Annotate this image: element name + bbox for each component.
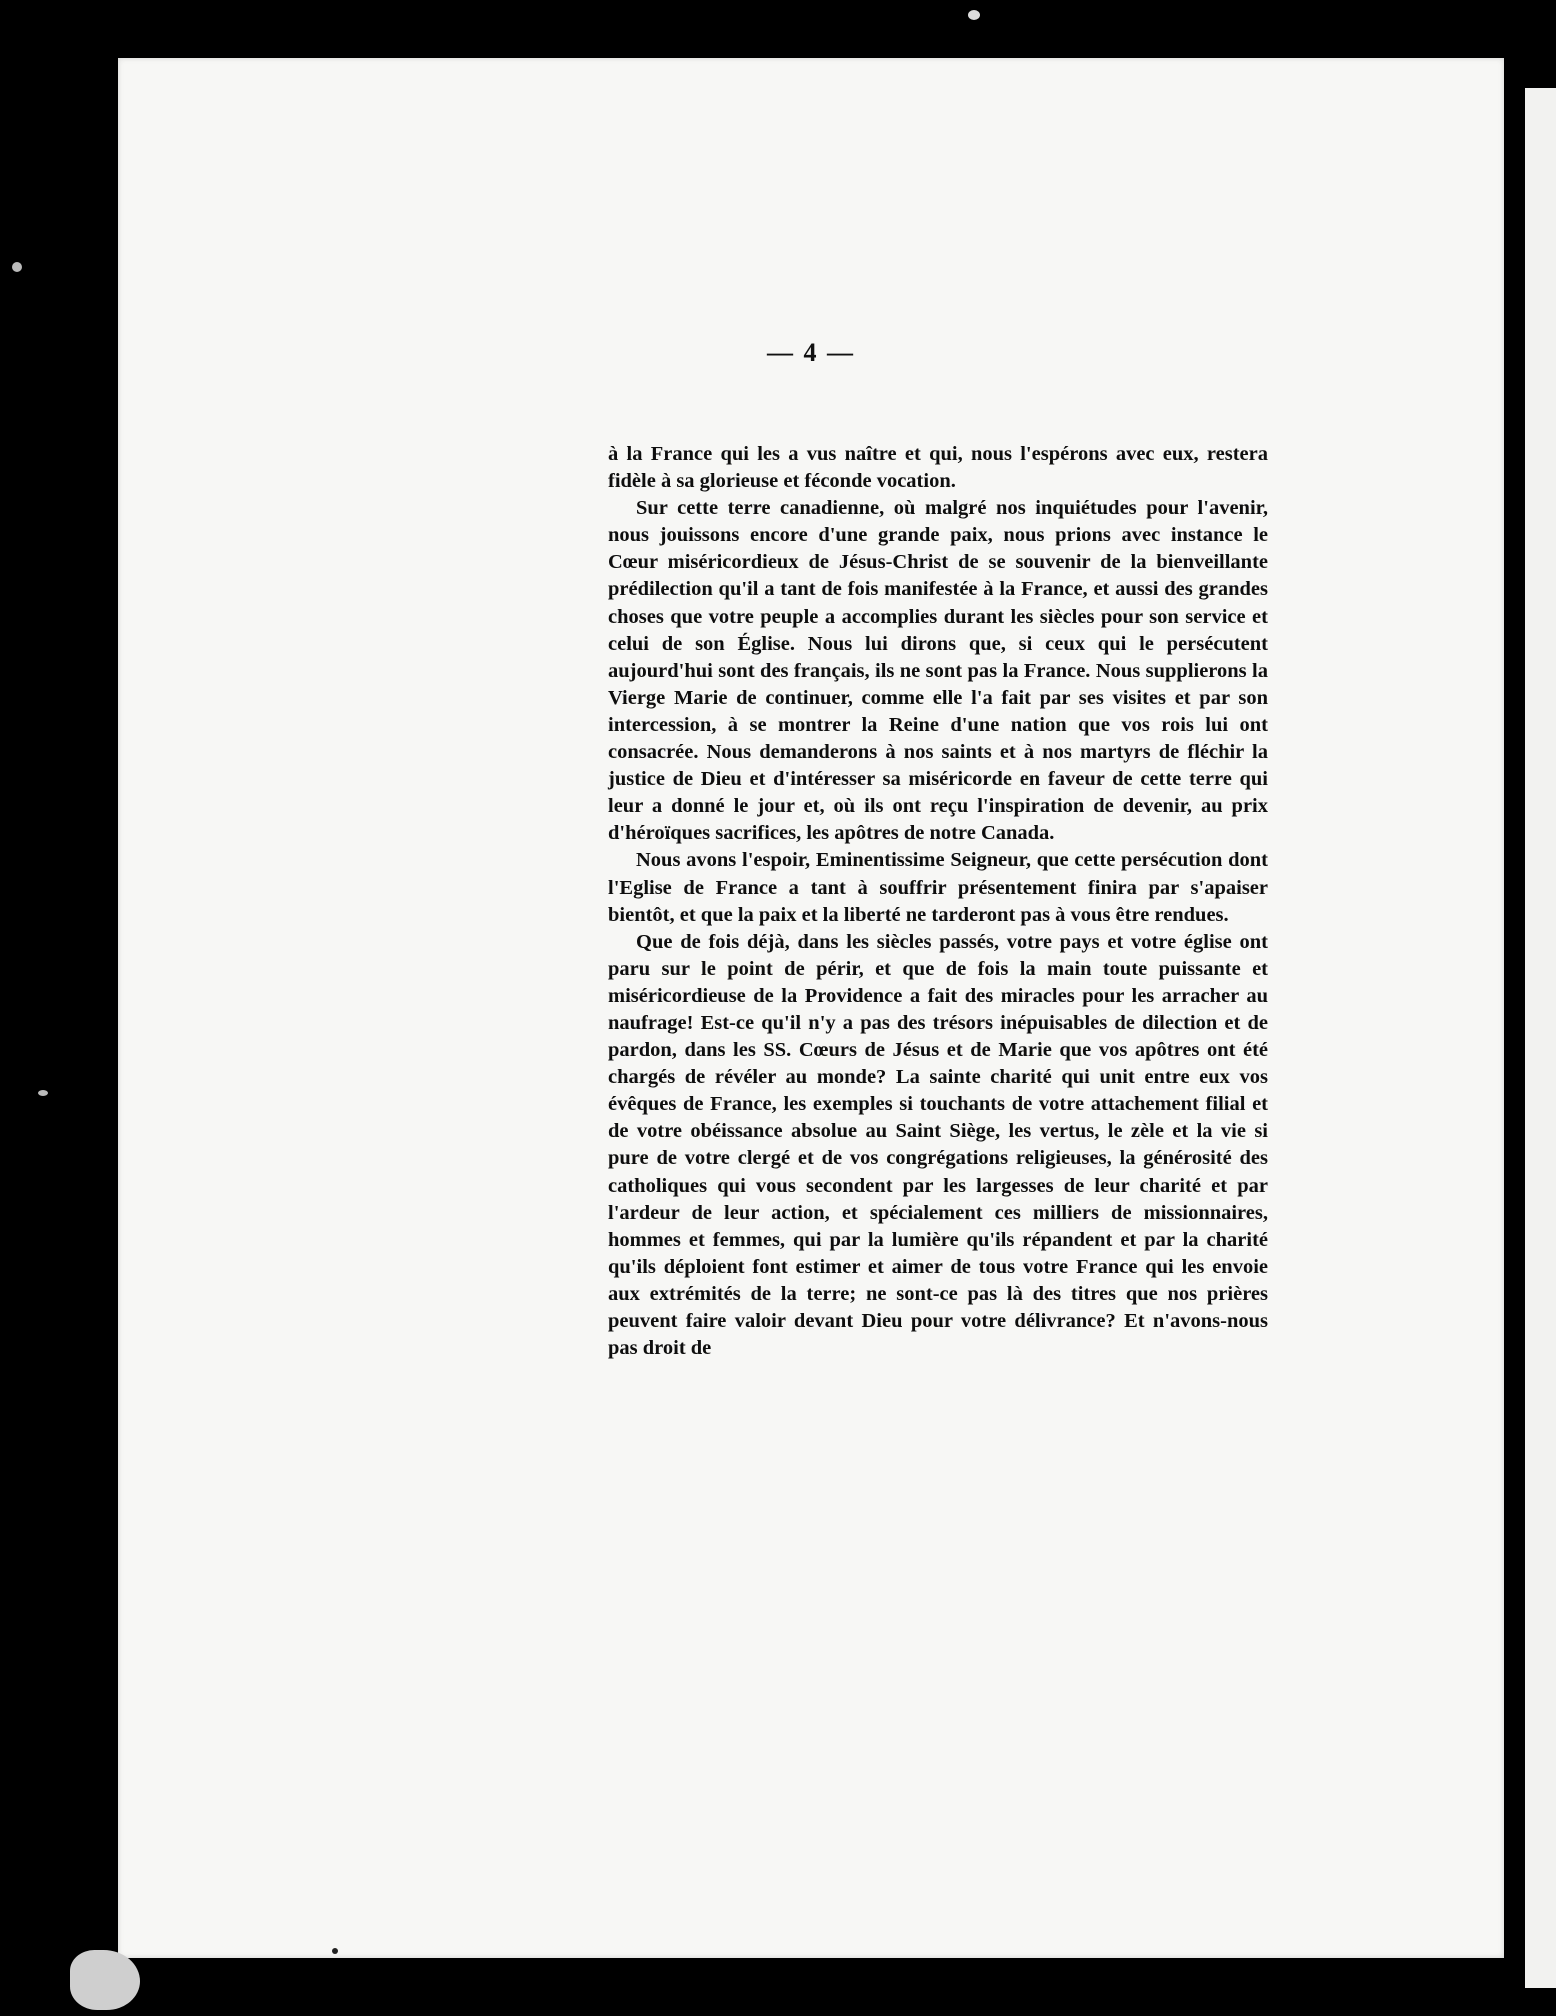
adjacent-page-edge: [1525, 88, 1556, 1988]
body-text: [608, 441, 1268, 1362]
document-page: [118, 58, 1504, 1958]
paragraph-2: Sur cette terre canadienne, où malgré nos inquiétudes pour l'avenir, nous jouissons encore d'une grande paix, nous prions avec instance le Cœur miséricordieux de Jésus-Christ de se souvenir de la bienveillante prédilection qu'il a tant de fois manifestée à la France, et aussi des grandes choses que votre peuple a accomplies durant les siècles pour son service et celui de son Église. Nous lui dirons que, si ceux qui le persécutent aujourd'hui sont des français, ils ne sont pas la France. Nous supplierons la Vierge Marie de continuer, comme elle l'a fait par ses visites et par son intercession, à se montrer la Reine d'une nation que vos rois lui ont consacrée. Nous demanderons à nos saints et à nos martyrs de fléchir la justice de Dieu et d'intéresser sa miséricorde en faveur de cette terre qui leur a donné le jour et, où ils ont reçu l'inspiration de devenir, au prix d'héroïques sacrifices, les apôtres de notre Canada.: [608, 497, 1268, 845]
paragraph-3: Nous avons l'espoir, Eminentissime Seigneur, que cette persécution dont l'Eglise de France a tant à souffrir présentement finira par s'apaiser bientôt, et que la paix et la liberté ne tarderont pas à vous être rendues.: [608, 849, 1268, 926]
page-number: — 4 —: [767, 338, 855, 367]
scan-speck: [968, 10, 980, 20]
scan-speck: [38, 1090, 48, 1096]
paragraph-4: Que de fois déjà, dans les siècles passés, votre pays et votre église ont paru sur le point de périr, et que de fois la main toute puissante et miséricordieuse de la Providence a fait des miracles pour les arracher au naufrage! Est-ce qu'il n'y a pas des trésors inépuisables de dilection et de pardon, dans les SS. Cœurs de Jésus et de Marie que vos apôtres ont été chargés de révéler au monde? La sainte charité qui unit entre eux vos évêques de France, les exemples si touchants de votre attachement filial et de votre obéissance absolue au Saint Siège, les vertus, le zèle et la vie si pure de votre clergé et de vos congrégations religieuses, la générosité des catholiques qui vous secondent par les largesses de leur charité et par l'ardeur de leur action, et spécialement ces milliers de missionnaires, hommes et femmes, qui par la lumière qu'ils répandent et par la charité qu'ils déploient font estimer et aimer de tous votre France qui les envoie aux extrémités de la terre; ne sont-ce pas là des titres que nos prières peuvent faire valoir devant Dieu pour votre délivrance? Et n'avons-nous pas droit de: [608, 930, 1268, 1360]
paragraph-1: à la France qui les a vus naître et qui, nous l'espérons avec eux, restera fidèle à sa glorieuse et féconde vocation.: [608, 443, 1268, 493]
scan-speck: [12, 262, 22, 272]
scan-blot: [70, 1950, 140, 2010]
scan-speck: [332, 1948, 338, 1954]
